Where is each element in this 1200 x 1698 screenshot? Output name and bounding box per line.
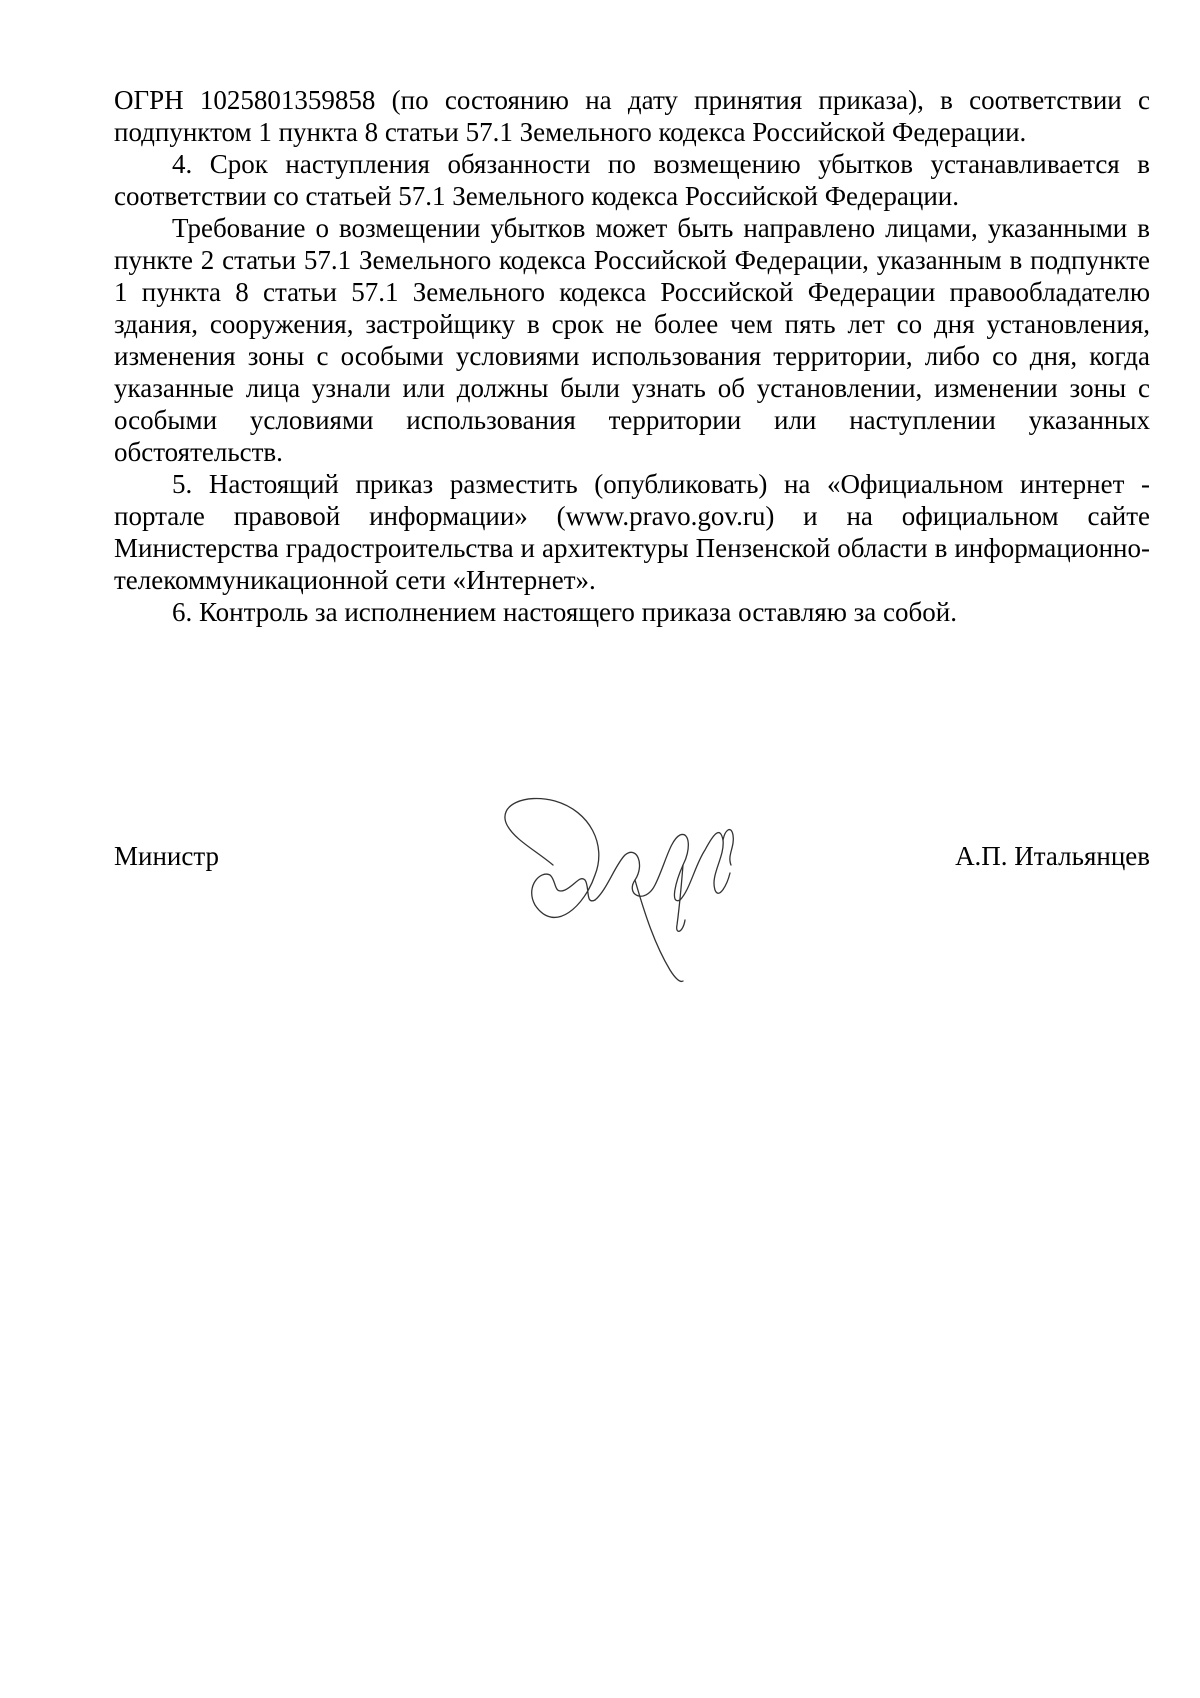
paragraph-item-4: 4. Срок наступления обязанности по возмещению убытков устанавливается в соответствии со статьей 57.1 Земельного кодекса Российской Федерации. <box>114 149 1150 211</box>
paragraph-compensation-claim: Требование о возмещении убытков может быть направлено лицами, указанными в пункте 2 статьи 57.1 Земельного кодекса Российской Федерации, указанным в подпункте 1 пункта 8 статьи 57.1 Земельного кодекса Российской Федерации правообладателю здания, сооружения, застройщику в срок не более чем пять лет со дня установления, изменения зоны с особыми условиями использования территории, либо со дня, когда указанные лица узнали или должны были узнать об установлении, изменении зоны с особыми условиями использования территории или наступлении указанных обстоятельств. <box>114 213 1150 467</box>
handwritten-signature <box>495 795 755 985</box>
paragraph-item-6: 6. Контроль за исполнением настоящего приказа оставляю за собой. <box>172 597 957 627</box>
signatory-name: А.П. Итальянцев <box>955 841 1150 871</box>
paragraph-ogrn-continuation: ОГРН 1025801359858 (по состоянию на дату принятия приказа), в соответствии с подпунктом 1 пункта 8 статьи 57.1 Земельного кодекса Российской Федерации. <box>114 85 1150 147</box>
document-body <box>114 84 1150 628</box>
signatory-title: Министр <box>114 841 219 871</box>
paragraph-item-5: 5. Настоящий приказ разместить (опубликовать) на «Официальном интернет - портале правовой информации» (www.pravo.gov.ru) и на официальном сайте Министерства градостроительства и архитектуры Пензенской области в информационно-телекоммуникационной сети «Интернет». <box>114 469 1150 595</box>
